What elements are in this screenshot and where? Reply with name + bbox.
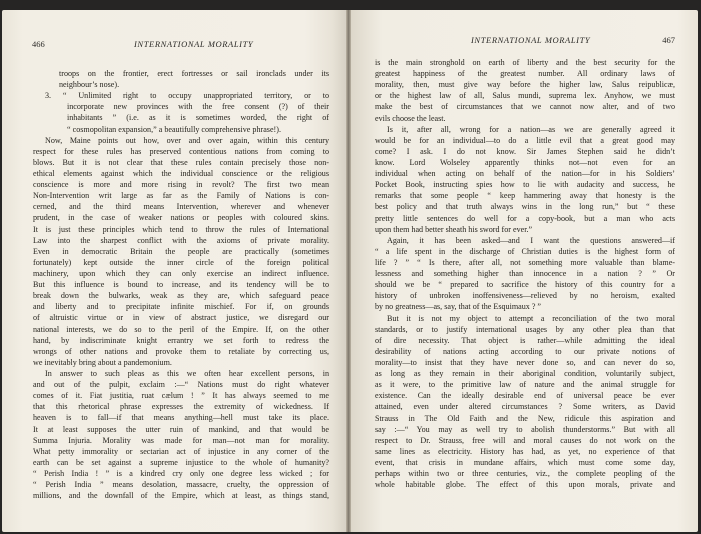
text-line: desirability of nations acting according to our private notions of bbox=[375, 346, 675, 356]
text-line: is the main stronghold on earth of liberty and the best security for the bbox=[375, 58, 675, 67]
text-line: remarks that some people “ keep hammering away that honesty is the bbox=[375, 191, 675, 201]
text-line: Is it, after all, wrong for a nation—as we are generally agreed it bbox=[387, 124, 675, 134]
text-line: Law into the sharpest conflict with the axioms of private morality. bbox=[33, 235, 329, 245]
text-line: perhaps within two or three centuries, viz., the complete peopling of the bbox=[375, 469, 675, 479]
right-page-number: 467 bbox=[662, 35, 675, 45]
text-line: neighbour’s nose). bbox=[59, 80, 120, 90]
text-line: greatest happiness of the greatest number. All ordinary laws of bbox=[375, 69, 675, 79]
text-line: same lines as electricity. History has had, as yet, no experience of that bbox=[375, 446, 675, 456]
text-line: “ Perish India ” means desolation, massacre, cruelty, the oppression of bbox=[33, 480, 329, 490]
text-line: It is just these principles which tend to throw the rules of International bbox=[33, 224, 329, 234]
text-line: know. Lord Wolseley apparently thinks not—not even for an bbox=[375, 157, 675, 167]
text-line: respect to Dr. Strauss, free will and moral causes do not work on the bbox=[375, 435, 675, 445]
text-line: whole habitable globe. The effect of this upon morals, private and bbox=[375, 480, 675, 490]
text-line: that this rhetorical phrase expresses the extremity of wickedness. If bbox=[33, 402, 329, 412]
text-line: But this influence is bound to increase, and its tendency will be to bbox=[33, 280, 329, 290]
text-line: “ Perish India ! ” is a kindred cry only one degree less wicked ; for bbox=[33, 468, 329, 478]
text-line: come? I ask. I do not know. Sir James Stephen said he didn’t bbox=[375, 146, 675, 156]
right-page-text bbox=[375, 57, 675, 490]
text-line: pretty little sentences do well for a copy-book, but a man who acts bbox=[375, 213, 675, 223]
text-line: Non-Intervention writ large as far as the Family of Nations is con- bbox=[33, 191, 329, 201]
text-line: history of unbroken inoffensiveness—relieved by no heroism, exalted bbox=[375, 291, 675, 301]
text-line: say :—“ You may as well try to abolish thunderstorms.” But with all bbox=[375, 424, 675, 434]
text-line: morality—to insist that they have never done so, and can never do so, bbox=[375, 357, 675, 367]
text-line: event, that crisis in mundane affairs, which must come some day, bbox=[375, 457, 675, 467]
text-line: Now, Maine points out how, over and over again, within this century bbox=[45, 135, 329, 145]
text-line: we inevitably bring about a pandemonium. bbox=[33, 357, 172, 367]
right-page bbox=[351, 10, 698, 532]
text-line: Strauss in The Old Faith and the New, ridicule this aspiration and bbox=[375, 413, 675, 423]
text-line: life ? ” “ Is there, after all, not something more valuable than blame- bbox=[375, 257, 675, 267]
text-line: heaven is to fall—if that means anything—hell must take its place. bbox=[33, 413, 329, 423]
text-line: national interests, we do so to the peril of the Empire. If, on the other bbox=[33, 324, 329, 334]
text-line: as it were, to the primitive law of nature and the animal struggle for bbox=[375, 380, 675, 390]
text-line: standards, or to justify international usages by any other plea than that bbox=[375, 324, 675, 334]
text-line: upon them had better sheath his sword for ever.” bbox=[375, 224, 533, 234]
text-line: Summa Injuria. Morality was made for man—not man for morality. bbox=[33, 435, 329, 445]
text-line: What petty immorality or sectarian act of injustice in any corner of the bbox=[33, 446, 329, 456]
text-line: wrongs of other nations and provoke them to retaliate by correcting us, bbox=[33, 346, 329, 356]
text-line: 3. “ Unlimited right to occupy unappropriated territory, or to bbox=[45, 91, 329, 101]
text-line: and liberty and to precipitate infinite mischief. For if, on grounds bbox=[33, 302, 329, 312]
text-line: “ cosmopolitan expansion,” a beautifully comprehensive phrase!). bbox=[67, 124, 281, 134]
text-line: existence. Can the ideally desirable end of universal peace be ever bbox=[375, 391, 675, 401]
text-line: blows. But it is not clear that these rules contain precisely those non- bbox=[33, 157, 329, 167]
text-line: comes of it. Fiat justitia, ruat cælum ! ” It has always seemed to me bbox=[33, 391, 329, 401]
text-line: But it is not my object to attempt a reconciliation of the two moral bbox=[387, 313, 675, 323]
text-line: by no greatness—as, say, that of the Esquimaux ? ” bbox=[375, 302, 542, 312]
text-line: earth can be set against a supreme injustice to the whole of humanity? bbox=[33, 457, 329, 467]
text-line: individual when acting on behalf of the nation—for in his Soldiers’ bbox=[375, 169, 675, 179]
text-line: break down the bulwarks, weak as they are, which safeguard peace bbox=[33, 291, 329, 301]
text-line: Again, it has been asked—and I want the questions answered—if bbox=[387, 235, 675, 245]
text-line: best policy and that truth always wins in the long run,” but “ these bbox=[375, 202, 675, 212]
left-page bbox=[2, 10, 346, 532]
text-line: ethical elements against which the individual conscience or the religious bbox=[33, 168, 329, 178]
text-line: hand, by indiscriminate knight errantry we set forth to redress the bbox=[33, 335, 329, 345]
text-line: inhabitants ” (i.e. as it is sometimes worded, the right of bbox=[67, 113, 329, 123]
text-line: of altruistic virtue or in view of abstract justice, we disregard our bbox=[33, 313, 329, 323]
text-line: incorporate new provinces with the free consent (?) of their bbox=[67, 102, 329, 112]
text-line: fortunately) kept outside the inner circle of the foreign political bbox=[33, 257, 329, 267]
text-line: conscience is more and more rising in revolt? The first two mean bbox=[33, 180, 329, 190]
text-line: prudent, in the case of weaker nations or peoples with coloured skins. bbox=[33, 213, 329, 223]
text-line: machinery, upon which they can only exercise an indirect influence. bbox=[33, 268, 329, 278]
left-page-number: 466 bbox=[32, 39, 45, 49]
text-line: of dire necessity. That object is rather—while admitting the ideal bbox=[375, 335, 675, 345]
text-line: millions, and the downfall of the Empire, which at least, as things stand, bbox=[33, 491, 329, 501]
text-line: “ a life spent in the discharge of Christian duties is the highest form of bbox=[375, 246, 675, 256]
text-line: and out of the pulpit, exclaim :—“ Nations must do right whatever bbox=[33, 380, 329, 390]
text-line: as long as they remain in their aboriginal condition, voluntarily subject, bbox=[375, 369, 675, 379]
text-line: would be for an individual—to do a little evil that a great good may bbox=[375, 135, 675, 145]
text-line: make the best of circumstances that we cannot now alter, and of two bbox=[375, 102, 675, 112]
text-line: or the highest law of all, Salus mundi, suprema lex. Anyhow, we must bbox=[375, 91, 675, 101]
left-running-head: INTERNATIONAL MORALITY bbox=[134, 39, 254, 49]
text-line: In answer to such pleas as this we often hear excellent persons, in bbox=[45, 368, 329, 378]
text-line: It at least supposes the utter ruin of mankind, and that would be bbox=[33, 424, 329, 434]
text-line: respect for these rules has preserved contentious nations from coming to bbox=[33, 146, 329, 156]
text-line: lessness and something higher than innocence in a nation ? ” Or bbox=[375, 269, 675, 279]
text-line: Pocket Book, instructing spies how to lie with audacity and success, he bbox=[375, 180, 675, 190]
right-running-head: INTERNATIONAL MORALITY bbox=[471, 35, 591, 45]
text-line: Even in democratic Britain the people are practically (sometimes bbox=[33, 246, 329, 256]
text-line: cerned, and the third means Intervention, wherever and whenever bbox=[33, 202, 329, 212]
text-line: evils choose the least. bbox=[375, 113, 446, 123]
text-line: morality, then, must give way before the higher law, Salus reipublicæ, bbox=[375, 80, 675, 90]
left-page-text bbox=[33, 68, 329, 501]
text-line: troops on the frontier, erect fortresses or sail ironclads under its bbox=[59, 69, 329, 78]
left-page-shade bbox=[332, 10, 346, 532]
text-line: attained, even under altered circumstances ? Some writers, as David bbox=[375, 402, 675, 412]
text-line: should we be “ prepared to sacrifice the history of this country for a bbox=[375, 280, 675, 290]
